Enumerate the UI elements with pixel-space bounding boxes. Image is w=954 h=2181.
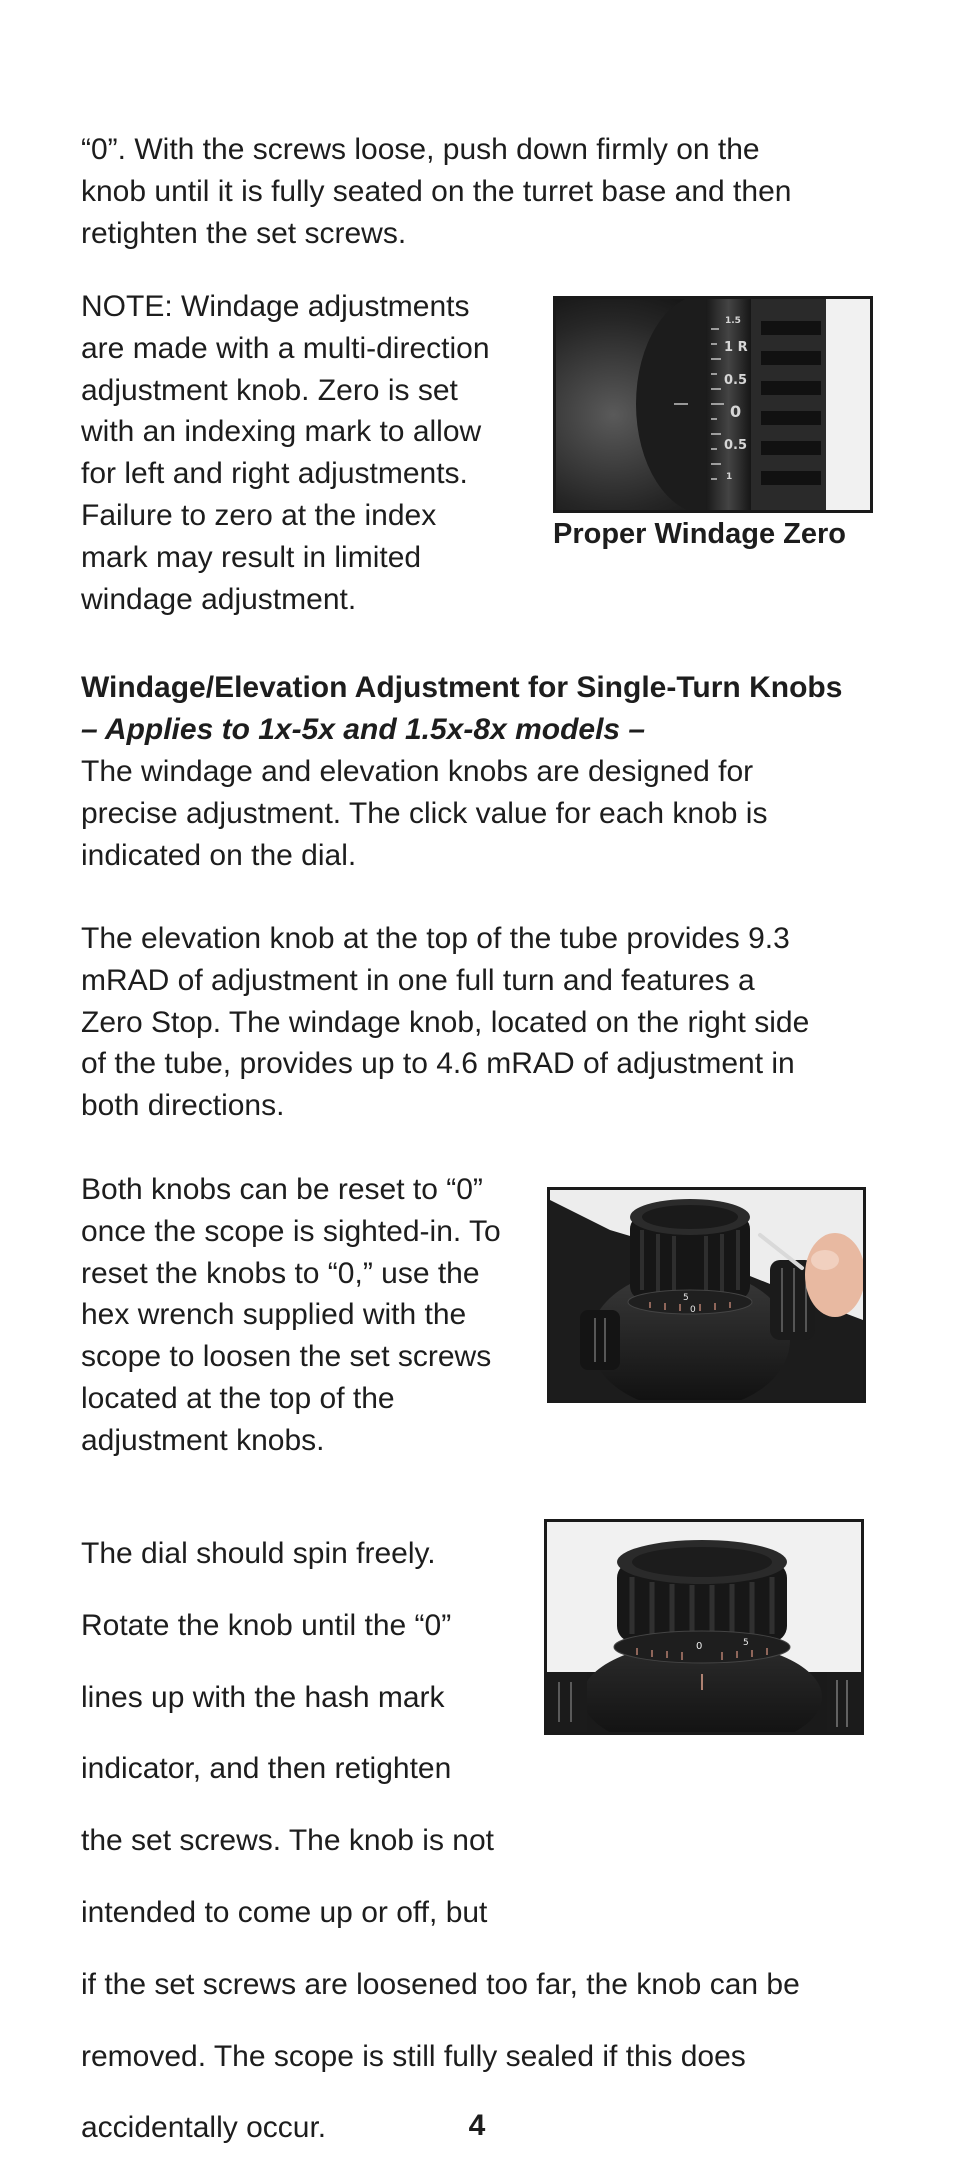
paragraph-line: scope to loosen the set screws — [81, 1340, 492, 1374]
knob-spin-paragraph — [81, 1503, 881, 2179]
note-line: windage adjustment. — [81, 582, 357, 616]
hex-wrench-photo — [547, 1187, 866, 1403]
windage-dial-label: 0.5 — [724, 373, 748, 388]
paragraph-line: indicated on the dial. — [81, 838, 357, 872]
windage-zero-photo — [553, 296, 873, 513]
paragraph-line: mRAD of adjustment in one full turn and features a — [81, 963, 755, 997]
elevation-dial-label: 0 — [696, 1641, 703, 1652]
section-heading: Windage/Elevation Adjustment for Single-Turn Knobs — [81, 671, 843, 704]
paragraph-line: adjustment knobs. — [81, 1423, 325, 1457]
note-line: NOTE: Windage adjustments — [81, 290, 470, 323]
paragraph-line: Rotate the knob until the “0” — [81, 1608, 452, 1642]
paragraph-line: reset the knobs to “0,” use the — [81, 1256, 480, 1290]
paragraph-line: intended to come up or off, but — [81, 1895, 488, 1929]
section-subheading: – Applies to 1x-5x and 1.5x-8x models – — [81, 713, 646, 746]
paragraph-line: located at the top of the — [81, 1381, 395, 1415]
note-line: adjustment knob. Zero is set — [81, 373, 458, 407]
elevation-dial-label: 5 — [743, 1638, 749, 1648]
windage-dial-illustration — [556, 299, 870, 510]
paragraph-line: accidentally occur. — [81, 2111, 327, 2145]
note-line: mark may result in limited — [81, 540, 422, 574]
windage-zero-caption: Proper Windage Zero — [553, 518, 847, 550]
hex-dial-label: 0 — [690, 1305, 696, 1315]
windage-dial-label: 1.5 — [725, 316, 741, 326]
note-line: with an indexing mark to allow — [81, 415, 482, 449]
knob-range-paragraph — [81, 918, 901, 1127]
paragraph-line: if the set screws are loosened too far, the knob can be — [81, 1967, 800, 2001]
paragraph-line: The elevation knob at the top of the tube provides 9.3 — [81, 922, 790, 955]
page-number: 4 — [468, 2109, 486, 2142]
windage-dial-label: 1 R — [724, 340, 748, 355]
paragraph-line: The dial should spin freely. — [81, 1537, 436, 1570]
paragraph-line: once the scope is sighted-in. To — [81, 1214, 501, 1248]
windage-dial-label: 0 — [730, 402, 742, 421]
knob-reset-paragraph — [81, 1169, 541, 1462]
paragraph-line: lines up with the hash mark — [81, 1680, 445, 1714]
hex-dial-label: 5 — [683, 1293, 689, 1303]
knob-design-paragraph — [81, 751, 881, 876]
paragraph-line: Zero Stop. The windage knob, located on the right side — [81, 1005, 810, 1039]
note-line: Failure to zero at the index — [81, 498, 437, 532]
intro-line: “0”. With the screws loose, push down firmly on the — [81, 133, 760, 166]
paragraph-line: precise adjustment. The click value for each knob is — [81, 796, 768, 830]
paragraph-line: both directions. — [81, 1089, 285, 1123]
hex-wrench-illustration — [550, 1190, 863, 1400]
windage-dial-label: 1 — [726, 472, 733, 482]
paragraph-line: the set screws. The knob is not — [81, 1824, 494, 1858]
paragraph-line: The windage and elevation knobs are designed for — [81, 755, 754, 788]
windage-dial-label: 0.5 — [724, 438, 748, 453]
paragraph-line: Both knobs can be reset to “0” — [81, 1173, 483, 1206]
note-line: for left and right adjustments. — [81, 457, 468, 491]
paragraph-line: hex wrench supplied with the — [81, 1298, 467, 1332]
intro-line: retighten the set screws. — [81, 216, 407, 250]
intro-paragraph — [81, 129, 881, 254]
paragraph-line: of the tube, provides up to 4.6 mRAD of adjustment in — [81, 1047, 795, 1081]
paragraph-line: indicator, and then retighten — [81, 1752, 452, 1786]
paragraph-line: removed. The scope is still fully sealed if this does — [81, 2039, 746, 2073]
windage-note — [81, 286, 551, 620]
note-line: are made with a multi-direction — [81, 331, 490, 365]
intro-line: knob until it is fully seated on the turret base and then — [81, 174, 792, 208]
